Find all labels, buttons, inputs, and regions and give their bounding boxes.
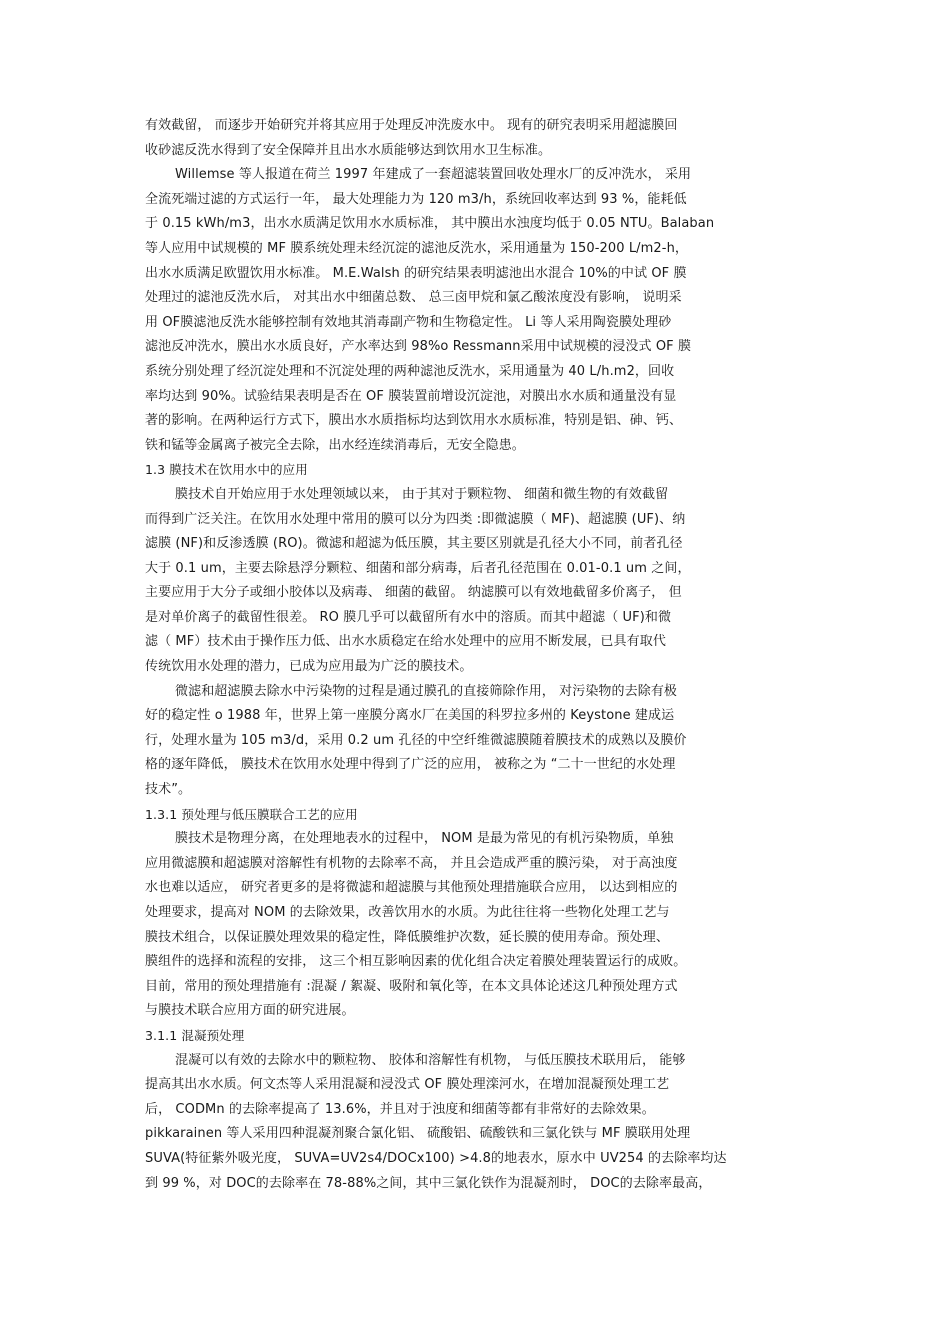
- text-line: 与膜技术联合应用方面的研究进展。: [145, 1003, 355, 1019]
- text-line: 系统分别处理了经沉淀处理和不沉淀处理的两种滤池反洗水，采用通量为 40 L/h.m2，回收: [145, 363, 675, 379]
- text-line: 膜技术组合，以保证膜处理效果的稳定性，降低膜维护次数，延长膜的使用寿命。预处理、: [145, 929, 670, 945]
- text-line: 于 0.15 kWh/m3，出水水质满足饮用水水质标准， 其中膜出水浊度均低于 0.05 NTU。Balaban: [145, 216, 715, 232]
- text-line: 后， CODMn 的去除率提高了 13.6%，并且对于浊度和细菌等都有非常好的去除效果。: [145, 1101, 655, 1117]
- text-line: 收砂滤反洗水得到了安全保障并且出水水质能够达到饮用水卫生标准。: [145, 142, 552, 158]
- text-line: 到 99 %，对 DOC的去除率在 78-88%之间，其中三氯化铁作为混凝剂时， DOC的去除率最高，: [145, 1175, 712, 1191]
- text-line: 而得到广泛关注。在饮用水处理中常用的膜可以分为四类 :即微滤膜（ MF)、超滤膜 (UF)、纳: [145, 511, 686, 527]
- text-line: 微滤和超滤膜去除水中污染物的过程是通过膜孔的直接筛除作用， 对污染物的去除有极: [175, 683, 678, 699]
- text-line: 全流死端过滤的方式运行一年， 最大处理能力为 120 m3/h，系统回收率达到 93 %，能耗低: [145, 191, 687, 207]
- document-body: [145, 114, 805, 1196]
- text-line: 滤（ MF）技术由于操作压力低、出水水质稳定在给水处理中的应用不断发展，已具有取代: [145, 634, 666, 650]
- text-line: 应用微滤膜和超滤膜对溶解性有机物的去除率不高， 并且会造成严重的膜污染， 对于高浊度: [145, 855, 678, 871]
- text-line: 著的影响。在两种运行方式下，膜出水水质指标均达到饮用水水质标准，特别是铝、砷、钙、: [145, 413, 683, 429]
- text-line: 滤膜 (NF)和反渗透膜 (RO)。微滤和超滤为低压膜，其主要区别就是孔径大小不同，前者孔径: [145, 536, 683, 552]
- text-line: 水也难以适应， 研究者更多的是将微滤和超滤膜与其他预处理措施联合应用， 以达到相应的: [145, 880, 678, 896]
- text-line: 提高其出水水质。何文杰等人采用混凝和浸没式 OF 膜处理滦河水，在增加混凝预处理工艺: [145, 1077, 670, 1093]
- text-line: SUVA(特征紫外吸光度， SUVA=UV2s4/DOCx100) >4.8的地表水，原水中 UV254 的去除率均达: [145, 1150, 727, 1166]
- text-line: pikkarainen 等人采用四种混凝剂聚合氯化铝、 硫酸铝、硫酸铁和三氯化铁与 MF 膜联用处理: [145, 1126, 691, 1142]
- text-line: 行，处理水量为 105 m3/d，采用 0.2 um 孔径的中空纤维微滤膜随着膜技术的成熟以及膜价: [145, 732, 687, 748]
- section-heading: 1.3.1 预处理与低压膜联合工艺的应用: [145, 806, 358, 822]
- text-line: 技术”。: [145, 782, 192, 798]
- text-line: 等人应用中试规模的 MF 膜系统处理未经沉淀的滤池反洗水，采用通量为 150-200 L/m2-h，: [145, 240, 689, 256]
- section-heading: 3.1.1 混凝预处理: [145, 1027, 245, 1043]
- text-line: 主要应用于大分子或细小胶体以及病毒、 细菌的截留。 纳滤膜可以有效地截留多价离子， 但: [145, 585, 682, 601]
- text-line: 传统饮用水处理的潜力，已成为应用最为广泛的膜技术。: [145, 659, 473, 675]
- text-line: 有效截留， 而逐步开始研究并将其应用于处理反冲洗废水中。 现有的研究表明采用超滤膜回: [145, 118, 678, 133]
- text-line: 铁和锰等金属离子被完全去除，出水经连续消毒后，无安全隐患。: [145, 437, 525, 453]
- text-line: 出水水质满足欧盟饮用水标准。 M.E.Walsh 的研究结果表明滤池出水混合 10%的中试 OF 膜: [145, 265, 687, 281]
- text-line: 用 OF膜滤池反洗水能够控制有效地其消毒副产物和生物稳定性。 Li 等人采用陶瓷膜处理砂: [145, 314, 672, 330]
- text-line: 好的稳定性 o 1988 年，世界上第一座膜分离水厂在美国的科罗拉多州的 Keystone 建成运: [145, 708, 675, 724]
- text-line: 混凝可以有效的去除水中的颗粒物、 胶体和溶解性有机物， 与低压膜技术联用后， 能够: [175, 1052, 686, 1068]
- text-line: 膜技术自开始应用于水处理领域以来， 由于其对于颗粒物、 细菌和微生物的有效截留: [175, 486, 669, 502]
- text-line: Willemse 等人报道在荷兰 1997 年建成了一套超滤装置回收处理水厂的反冲洗水， 采用: [175, 167, 692, 183]
- text-line: 目前，常用的预处理措施有 :混凝 / 絮凝、吸附和氧化等，在本文具体论述这几种预处理方式: [145, 978, 678, 994]
- text-line: 大于 0.1 um，主要去除悬浮分颗粒、细菌和部分病毒，后者孔径范围在 0.01-0.1 um 之间，: [145, 560, 691, 576]
- text-line: 处理要求，提高对 NOM 的去除效果，改善饮用水的水质。为此往往将一些物化处理工艺与: [145, 905, 670, 920]
- text-line: 膜技术是物理分离，在处理地表水的过程中， NOM 是最为常见的有机污染物质，单独: [175, 831, 674, 847]
- text-line: 率均达到 90%。试验结果表明是否在 OF 膜装置前增设沉淀池，对膜出水水质和通量没有显: [145, 388, 677, 404]
- text-line: 格的逐年降低， 膜技术在饮用水处理中得到了广泛的应用， 被称之为 “二十一世纪的水处理: [145, 757, 676, 773]
- section-heading: 1.3 膜技术在饮用水中的应用: [145, 462, 308, 478]
- text-line: 是对单价离子的截留性很差。 RO 膜几乎可以截留所有水中的溶质。而其中超滤（ UF)和微: [145, 609, 672, 625]
- text-line: 膜组件的选择和流程的安排， 这三个相互影响因素的优化组合决定着膜处理装置运行的成败。: [145, 954, 687, 970]
- text-line: 滤池反冲洗水，膜出水水质良好，产水率达到 98%o Ressmann采用中试规模的浸没式 OF 膜: [145, 339, 692, 355]
- text-line: 处理过的滤池反洗水后， 对其出水中细菌总数、 总三卤甲烷和氯乙酸浓度没有影响， 说明采: [145, 290, 682, 306]
